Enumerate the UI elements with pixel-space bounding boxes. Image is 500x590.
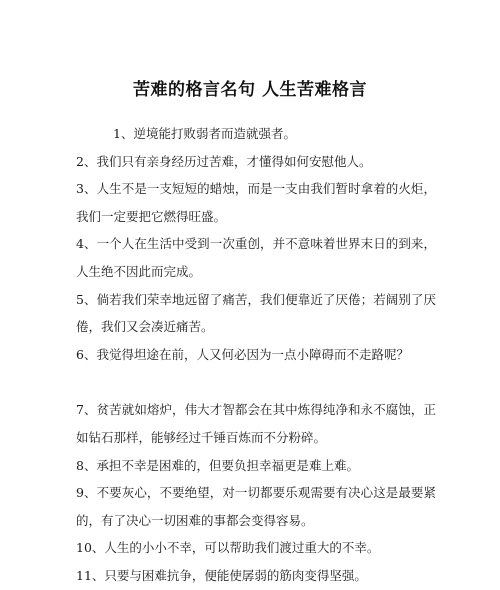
page-title: 苦难的格言名句 人生苦难格言 (133, 80, 367, 100)
quote-paragraph-9: 9、不要灰心，不要绝望，对一切都要乐观需要有决心这是最要紧的，有了决心一切困难的事都会变得容易。 (76, 485, 436, 528)
quote-paragraph-4: 4、一个人在生活中受到一次重创，并不意味着世界末日的到来，人生绝不因此而完成。 (76, 236, 436, 279)
paragraph-spacer (76, 368, 436, 396)
quote-paragraph-10: 10、人生的小小不幸，可以帮助我们渡过重大的不幸。 (76, 540, 380, 556)
quote-paragraph-6: 6、我觉得坦途在前，人又何必因为一点小障碍而不走路呢？ (76, 346, 409, 362)
quote-paragraph-11: 11、只要与困难抗争，便能使孱弱的筋肉变得坚强。 (76, 567, 367, 583)
quote-paragraph-2: 2、我们只有亲身经历过苦难，才懂得如何安慰他人。 (76, 153, 372, 169)
quote-paragraph-3: 3、人生不是一支短短的蜡烛，而是一支由我们暂时拿着的火炬，我们一定要把它燃得旺盛。 (76, 181, 436, 224)
quote-paragraph-5: 5、倘若我们荣幸地远留了痛苦，我们便靠近了厌倦；若阔别了厌倦，我们又会凑近痛苦。 (76, 291, 436, 335)
quote-paragraph-1: 1、逆境能打败弱者而造就强者。 (113, 126, 296, 141)
quote-paragraph-7: 7、贫苦就如熔炉，伟大才智都会在其中炼得纯净和永不腐蚀，正如钻石那样，能够经过千锤百炼而不分粉碎。 (76, 402, 436, 445)
quote-list (76, 120, 436, 590)
quote-paragraph-8: 8、承担不幸是困难的，但要负担幸福更是难上难。 (76, 457, 359, 473)
